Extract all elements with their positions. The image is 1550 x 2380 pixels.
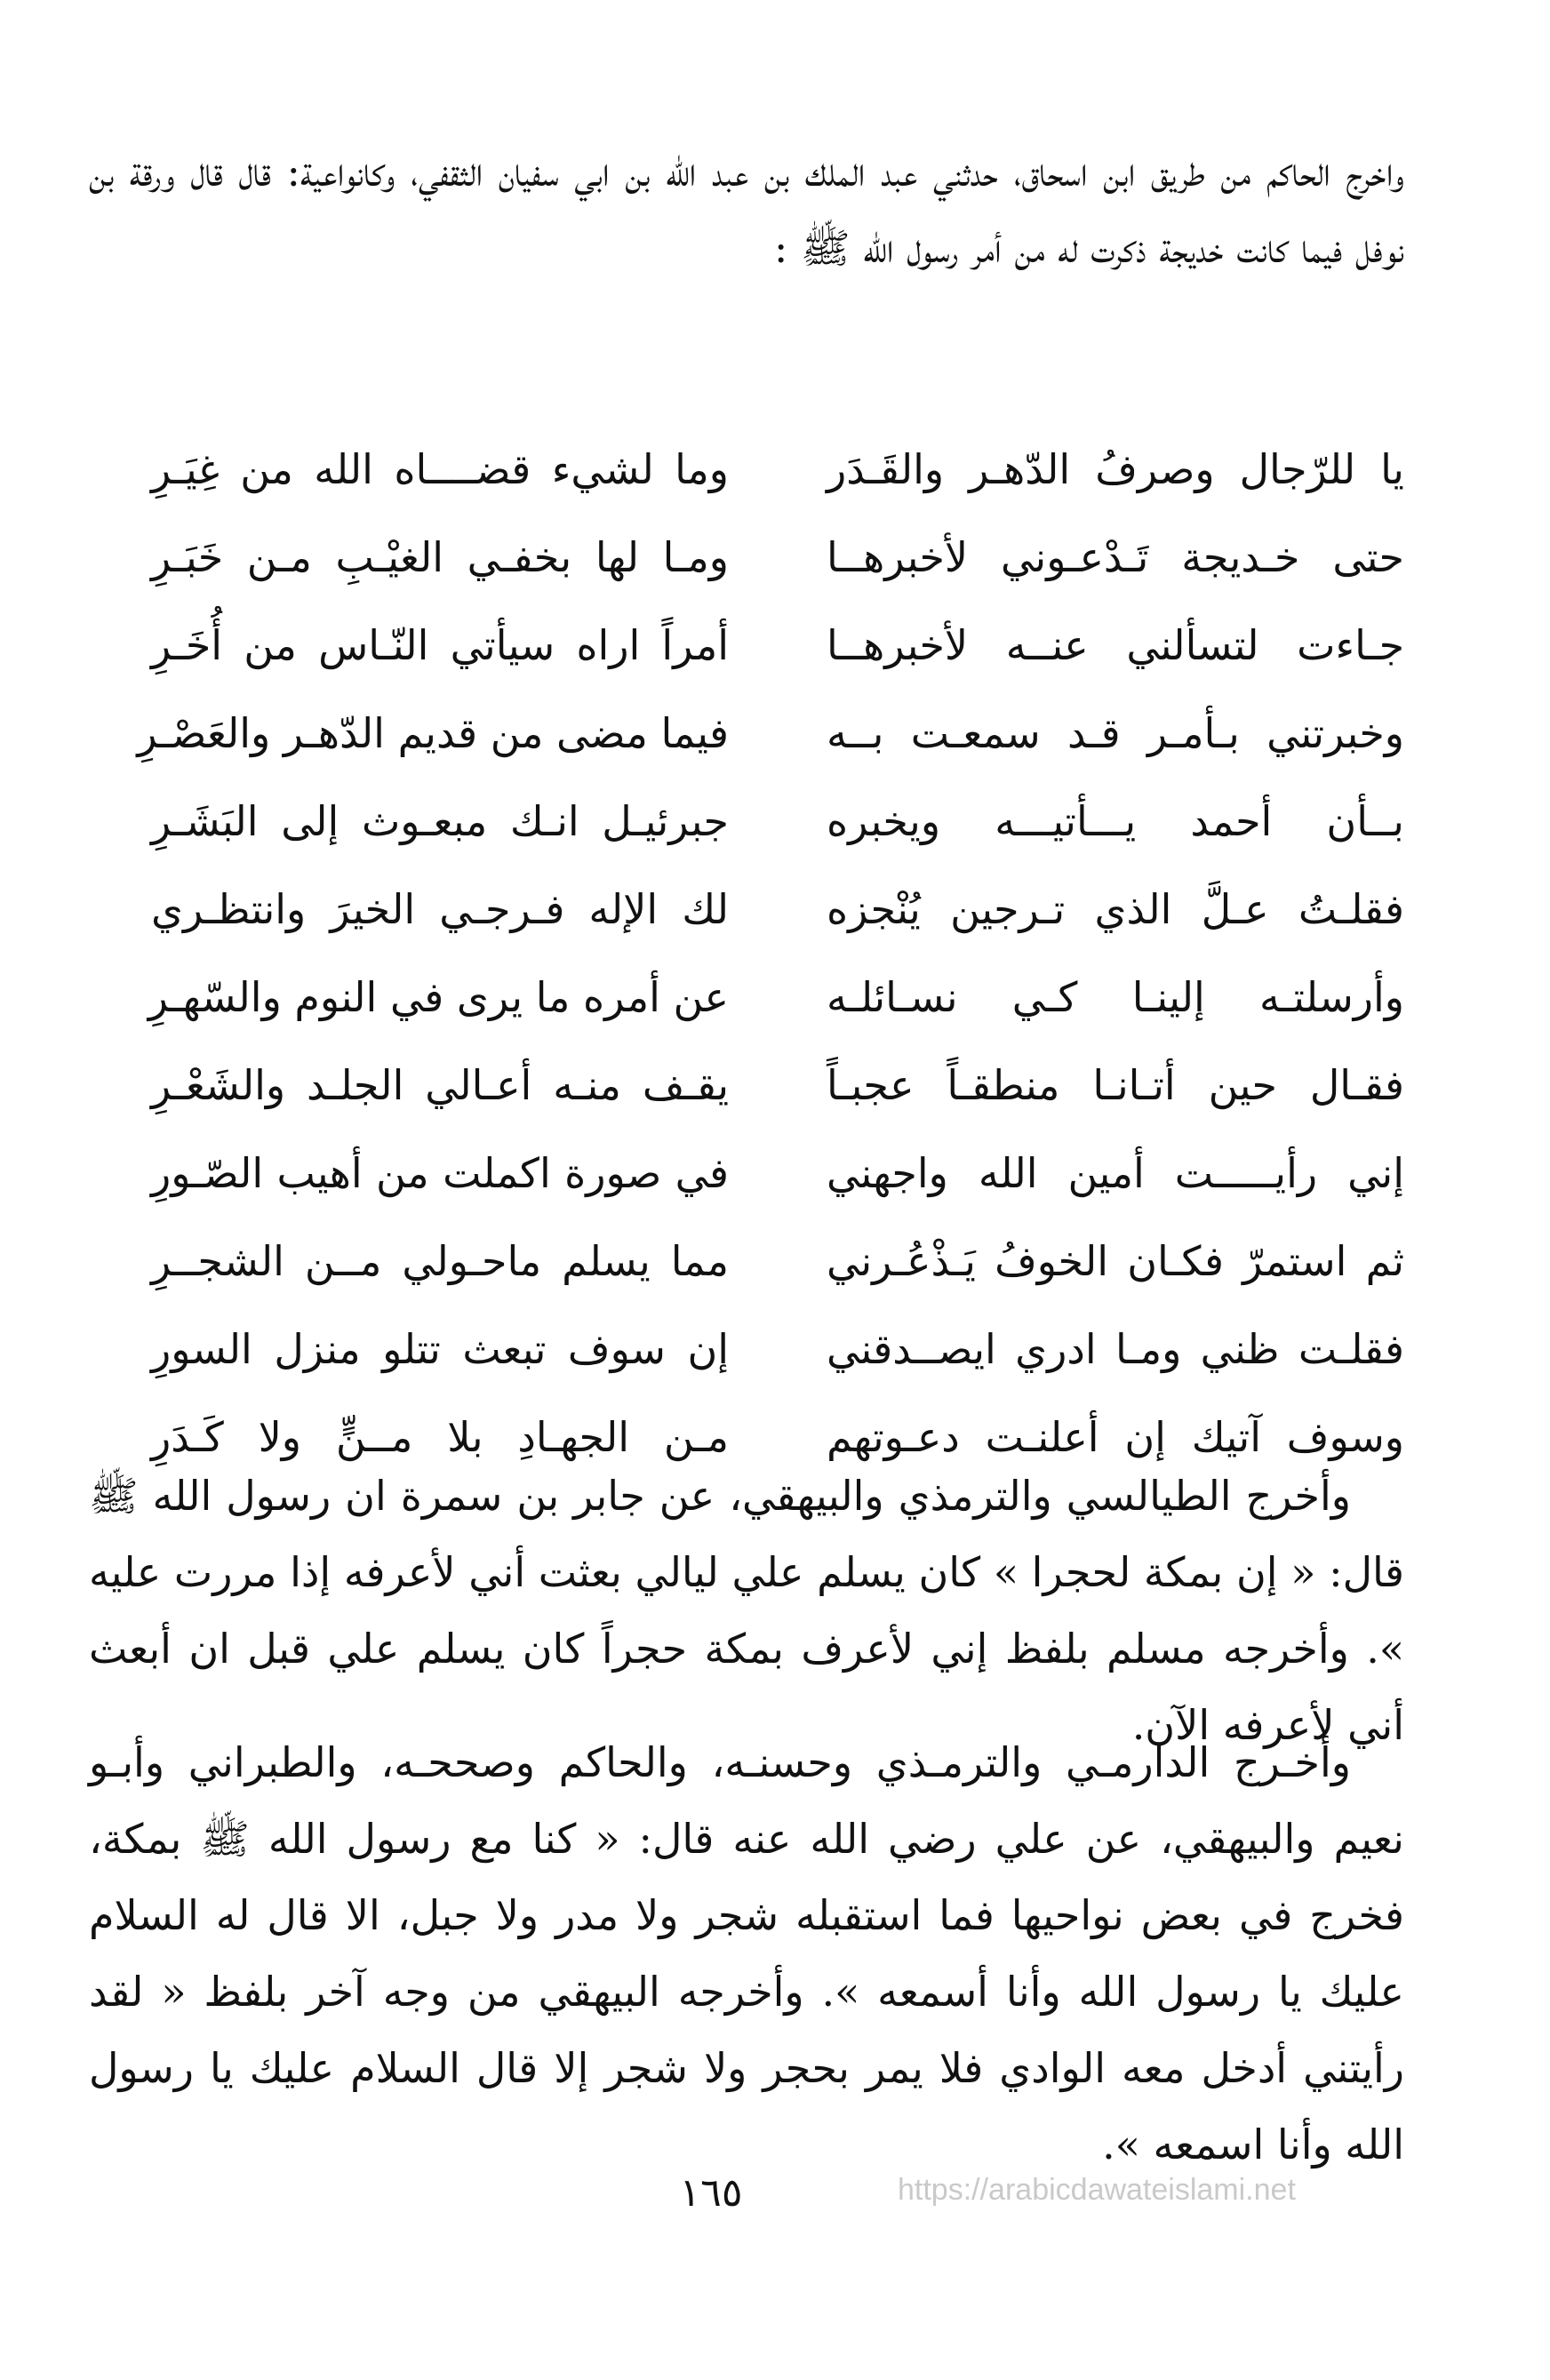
- verse-first-hemistich: فقـال حين أتـانـا منطقـاً عجبـاً: [827, 1060, 1404, 1109]
- hadith-paragraph: [89, 1458, 1404, 1763]
- intro-text: واخرج الحاكم من طريق ابن اسحاق، حدثني عبد الملك بن عبد الله بن ابي سفيان الثقفي، وكانواعية: قال قال ورقة بن نوفل فيما كانت خديجة ذكرت له من أمر رسول الله ﷺ :: [89, 148, 1404, 272]
- poem-verse: [80, 689, 1404, 777]
- verse-second-hemistich: عن أمره ما يرى في النوم والسّهـرِ: [148, 972, 729, 1021]
- verse-first-hemistich: حتى خـديجة تَـدْعـوني لأخبرهــا: [827, 532, 1404, 581]
- verse-second-hemistich: إن سوف تبعث تتلو منزل السورِ: [151, 1324, 729, 1373]
- poem-verse: [80, 513, 1404, 601]
- poem-verse: [80, 1129, 1404, 1217]
- page-number: ١٦٥: [679, 2170, 743, 2216]
- verse-second-hemistich: جبرئيـل انـك مبعـوث إلى البَشَـرِ: [151, 796, 729, 845]
- poem: [80, 425, 1404, 1481]
- verse-first-hemistich: بــأن أحمد يـــأتيـــه ويخبره: [827, 796, 1404, 845]
- verse-second-hemistich: مـن الجهـادِ بلا مــنٍّ ولا كَـدَرِ: [151, 1412, 729, 1461]
- hadith-paragraph: [89, 1724, 1404, 2183]
- verse-second-hemistich: لك الإله فـرجـي الخيرَ وانتظـري: [151, 884, 729, 933]
- poem-verse: [80, 1305, 1404, 1393]
- poem-verse: [80, 865, 1404, 953]
- watermark-url: https://arabicdawateislami.net: [898, 2173, 1296, 2207]
- poem-verse: [80, 425, 1404, 513]
- verse-first-hemistich: فقلـتُ عـلَّ الذي تـرجين يُنْجزه: [827, 884, 1404, 933]
- paragraph-text: وأخـرج الدارمـي والترمـذي وحسنـه، والحاكم وصححـه، والطبراني وأبـو نعيم والبيهقي، عن علي رضي الله عنه قال: « كنا مع رسول الله ﷺ بمكة، فخرج في بعض نواحيها فما استقبله شجر ولا مدر ولا جبل، الا قال له السلام عليك يا رسول الله وأنا أسمعه ». وأخرجه البيهقي من وجه آخر بلفظ « لقد رأيتني أدخل معه الوادي فلا يمر بحجر ولا شجر إلا قال السلام عليك يا رسول الله وأنا اسمعه ».: [89, 1738, 1404, 2168]
- verse-second-hemistich: فيما مضى من قديم الدّهـر والعَصْـرِ: [137, 708, 729, 757]
- verse-first-hemistich: إني رأيـــــت أمين الله واجهني: [827, 1148, 1404, 1197]
- verse-first-hemistich: وسوف آتيك إن أعلنـت دعـوتهم: [827, 1412, 1404, 1461]
- poem-verse: [80, 777, 1404, 865]
- verse-first-hemistich: فقلـت ظني ومـا ادري ايصــدقني: [827, 1324, 1404, 1373]
- poem-verse: [80, 1041, 1404, 1129]
- verse-second-hemistich: وما لشيء قضــــاه الله من غِيَـرِ: [151, 444, 729, 493]
- verse-second-hemistich: مما يسلم ماحـولي مــن الشجــرِ: [151, 1236, 729, 1285]
- poem-verse: [80, 1217, 1404, 1305]
- poem-verse: [80, 953, 1404, 1041]
- poem-verse: [80, 601, 1404, 689]
- verse-second-hemistich: أمراً اراه سيأتي النّـاس من أُخَـرِ: [151, 620, 729, 669]
- verse-first-hemistich: وأرسلتـه إلينـا كـي نسـائلـه: [827, 972, 1404, 1021]
- intro-paragraph: [89, 133, 1404, 286]
- paragraph-text: وأخرج الطيالسي والترمذي والبيهقي، عن جابر بن سمرة ان رسول الله ﷺ قال: « إن بمكة لحجرا » كان يسلم علي ليالي بعثت أني لأعرفه إذا مررت عليه ». وأخرجه مسلم بلفظ إني لأعرف بمكة حجراً كان يسلم علي قبل ان أبعث أني لأعرفه الآن.: [89, 1472, 1404, 1749]
- verse-first-hemistich: يا للرّجال وصرفُ الدّهـر والقَـدَر: [827, 444, 1404, 493]
- verse-first-hemistich: ثم استمرّ فكـان الخوفُ يَـذْعُـرني: [827, 1236, 1404, 1285]
- verse-first-hemistich: جـاءت لتسألني عنــه لأخبرهــا: [827, 620, 1404, 669]
- verse-first-hemistich: وخبرتني بـأمـر قـد سمعـت بــه: [827, 708, 1404, 757]
- verse-second-hemistich: ومـا لها بخفـي الغيْـبِ مـن خَبَـرِ: [151, 532, 729, 581]
- verse-second-hemistich: في صورة اكملت من أهيب الصّـورِ: [151, 1148, 729, 1197]
- verse-second-hemistich: يقـف منـه أعـالي الجلـد والشَعْـرِ: [151, 1060, 729, 1109]
